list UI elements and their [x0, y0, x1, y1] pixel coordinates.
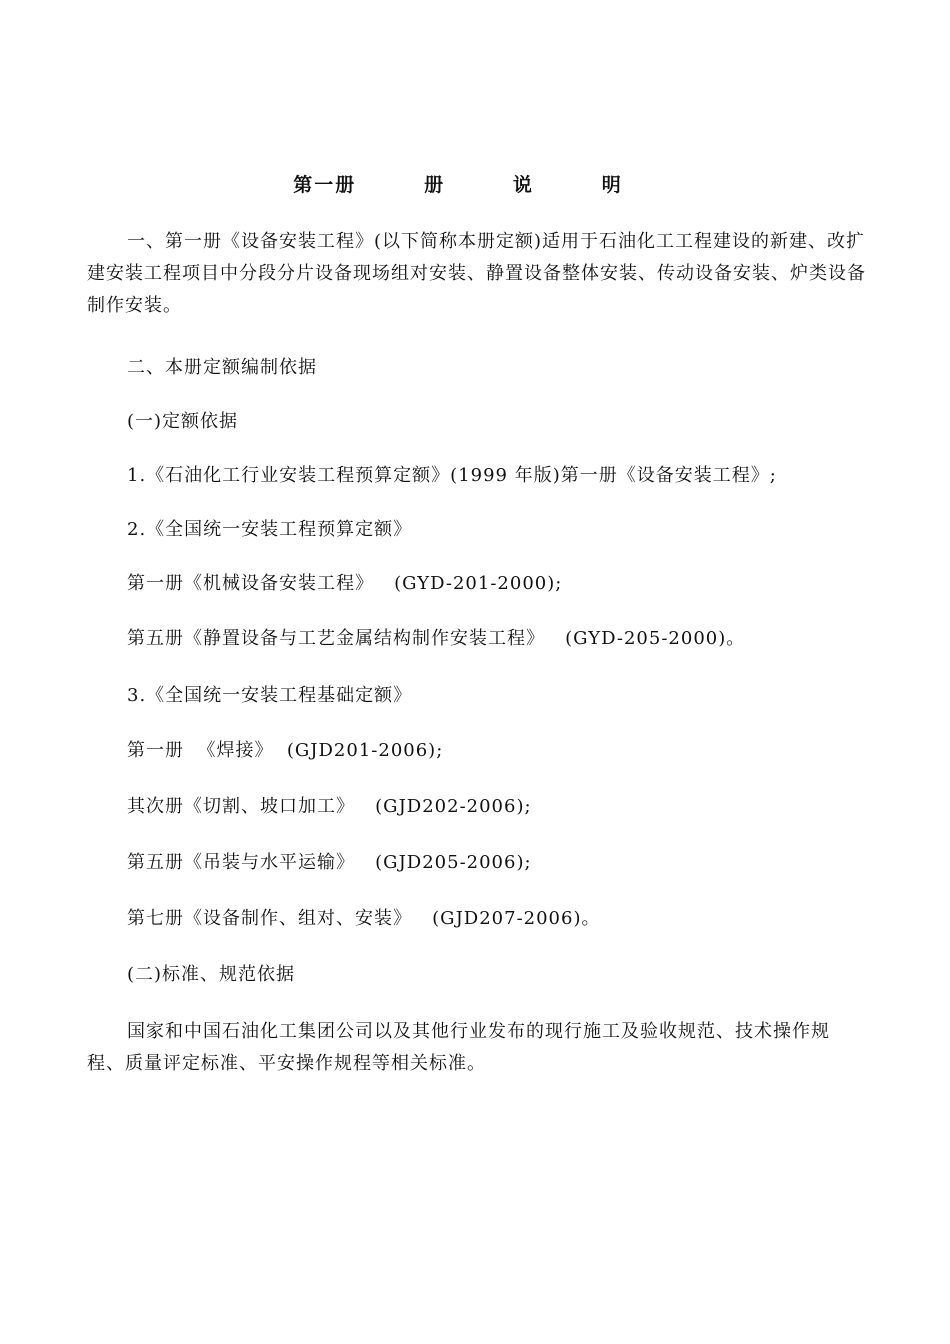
standards-paragraph: 国家和中国石油化工集团公司以及其他行业发布的现行施工及验收规范、技术操作规程、质量评定标准、平安操作规程等相关标准。: [87, 1021, 830, 1074]
basis-item-3: 3.《全国统一安装工程基础定额》: [127, 685, 413, 706]
standards-subheading: (二)标准、规范依据: [127, 964, 296, 985]
basis-item-2: 2.《全国统一安装工程预算定额》: [127, 519, 413, 540]
basis-item-2-vol1: 第一册《机械设备安装工程》 (GYD-201-2000);: [127, 573, 563, 594]
basis-item-3-vol5: 第五册《吊装与水平运输》 (GJD205-2006);: [127, 852, 532, 873]
basis-item-1: 1.《石油化工行业安装工程预算定额》(1999 年版)第一册《设备安装工程》;: [127, 465, 777, 486]
basis-item-3-vol2: 其次册《切割、坡口加工》 (GJD202-2006);: [127, 796, 532, 817]
basis-heading: 二、本册定额编制依据: [127, 357, 317, 378]
page-title: 第一册 册 说 明: [293, 174, 623, 196]
basis-item-2-vol5: 第五册《静置设备与工艺金属结构制作安装工程》 (GYD-205-2000)。: [127, 628, 746, 649]
basis-item-3-vol1: 第一册 《焊接》 (GJD201-2006);: [127, 740, 444, 761]
quota-basis-subheading: (一)定额依据: [127, 411, 239, 432]
scope-paragraph: 一、第一册《设备安装工程》(以下简称本册定额)适用于石油化工工程建设的新建、改扩建安装工程项目中分段分片设备现场组对安装、静置设备整体安装、传动设备安装、炉类设备制作安装。: [87, 231, 866, 316]
basis-item-3-vol7: 第七册《设备制作、组对、安装》 (GJD207-2006)。: [127, 908, 601, 929]
